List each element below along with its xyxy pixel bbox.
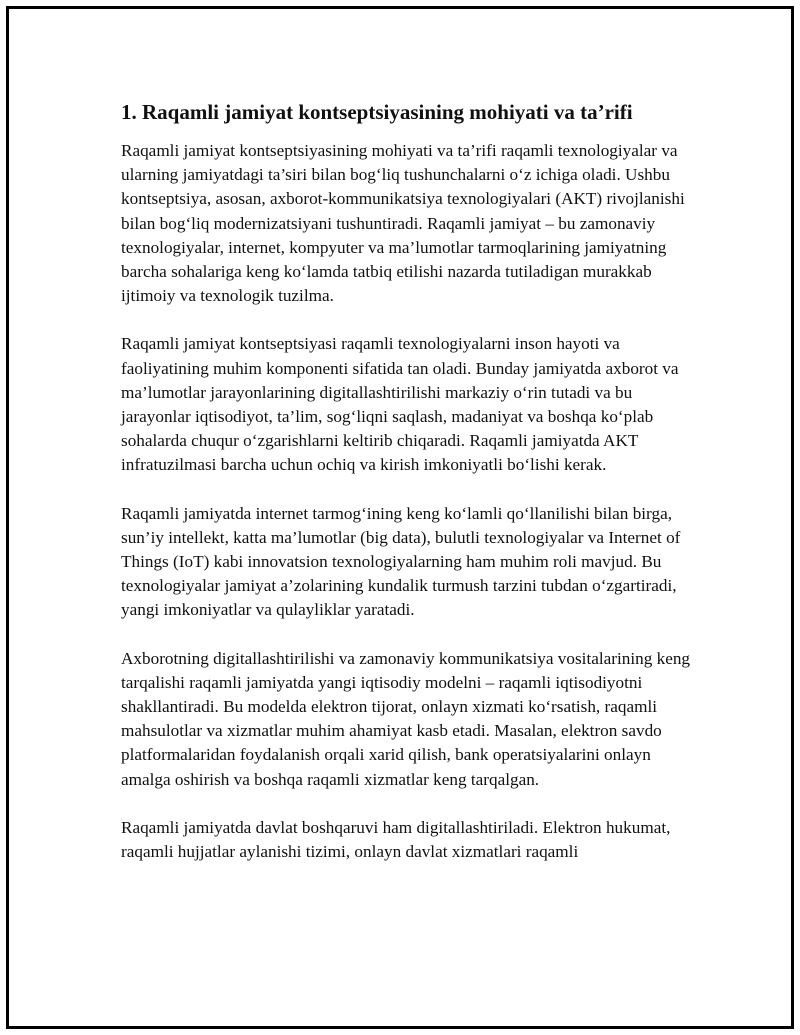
paragraph-5: Raqamli jamiyatda davlat boshqaruvi ham digitallashtiriladi. Elektron hukumat, raqamli hujjatlar aylanishi tizimi, onlayn davlat xizmatlari raqamli [121,817,671,862]
paragraph-4: Axborotning digitallashtirilishi va zamonaviy kommunikatsiya vositalarining keng tarqalishi raqamli jamiyatda yangi iqtisodiy modelni – raqamli iqtisodiyotni shakllantiradi. Bu modelda elektron tijorat, onlayn xizmati ko‘rsatish, raqamli mahsulotlar va xizmatlar muhim ahamiyat kasb etadi. Masalan, elektron savdo platformalaridan foydalanish orqali xarid qilish, bank operatsiyalarini onlayn amalga oshirish va boshqa raqamli xizmatlar keng tarqalgan. [121,648,691,789]
paragraph-2: Raqamli jamiyat kontseptsiyasi raqamli texnologiyalarni inson hayoti va faoliyatining muhim komponenti sifatida tan oladi. Bunday jamiyatda axborot va ma’lumotlar jarayonlarining digitallashtirilishi markaziy o‘rin tutadi va bu jarayonlar iqtisodiyot, ta’lim, sog‘liqni saqlash, madaniyat va boshqa ko‘plab sohalarda chuqur o‘zgarishlarni keltirib chiqaradi. Raqamli jamiyatda AKT infratuzilmasi barcha uchun ochiq va kirish imkoniyatli bo‘lishi kerak. [121,334,679,475]
paragraph-1: Raqamli jamiyat kontseptsiyasining mohiyati va ta’rifi raqamli texnologiyalar va ularning jamiyatdagi ta’siri bilan bog‘liq tushunchalarni o‘z ichiga oladi. Ushbu kontseptsiya, asosan, axborot-kommunikatsiya texnologiyalari (AKT) rivojlanishi bilan bog‘liq modernizatsiyani tushuntiradi. Raqamli jamiyat – bu zamonaviy texnologiyalar, internet, kompyuter va ma’lumotlar tarmoqlarining jamiyatning barcha sohalariga keng ko‘lamda tatbiq etilishi nazarda tutiladigan murakkab ijtimoiy va texnologik tuzilma. [121,141,685,306]
document-body [121,97,691,888]
paragraph-3: Raqamli jamiyatda internet tarmog‘ining keng ko‘lamli qo‘llanilishi bilan birga, sun’iy intellekt, katta ma’lumotlar (big data), bulutli texnologiyalar va Internet of Things (IoT) kabi innovatsion texnologiyalarning ham muhim roli mavjud. Bu texnologiyalar jamiyat a’zolarining kundalik turmush tarzini tubdan o‘zgartiradi, yangi imkoniyatlar va qulayliklar yaratadi. [121,503,681,620]
document-page [6,6,794,1029]
section-heading: 1. Raqamli jamiyat kontseptsiyasining mohiyati va ta’rifi [121,100,633,124]
